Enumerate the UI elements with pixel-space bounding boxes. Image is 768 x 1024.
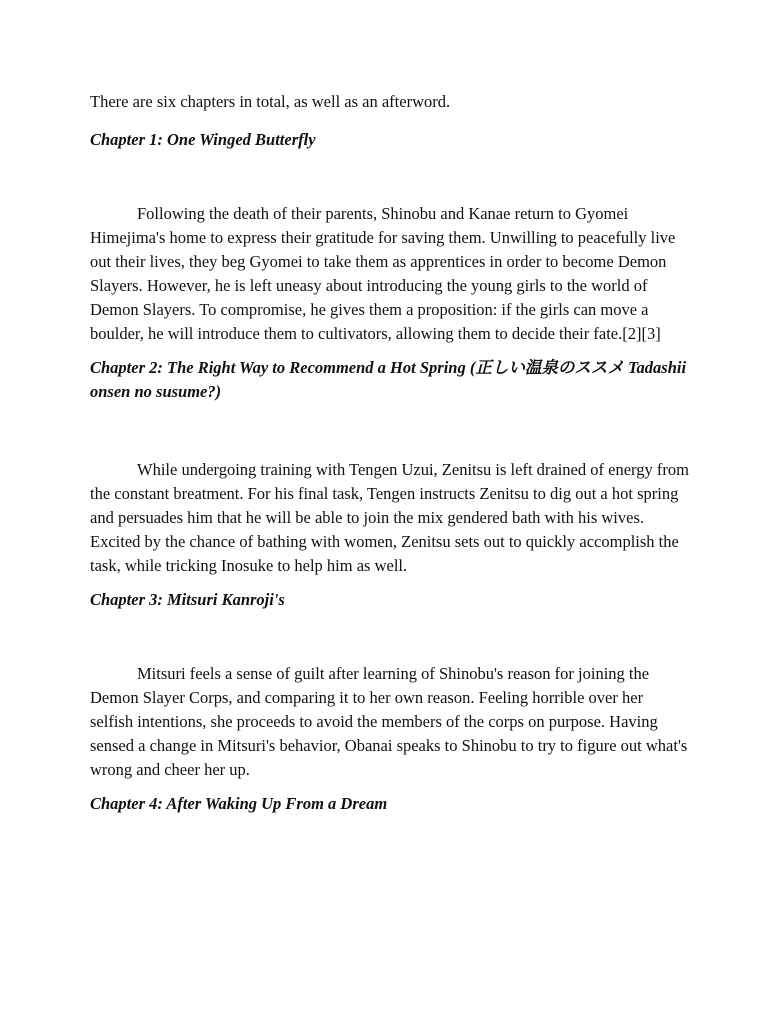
document-page	[90, 90, 690, 816]
spacer	[90, 782, 690, 792]
chapter-2-heading: Chapter 2: The Right Way to Recommend a Hot Spring (正しい温泉のススメ Tadashii onsen no susume?)	[90, 358, 687, 401]
chapter-1-heading: Chapter 1: One Winged Butterfly	[90, 130, 316, 149]
chapter-4-heading: Chapter 4: After Waking Up From a Dream	[90, 794, 388, 813]
spacer	[90, 612, 690, 662]
spacer	[90, 404, 690, 458]
intro-text: There are six chapters in total, as well as an afterword.	[90, 92, 451, 111]
spacer	[90, 578, 690, 588]
chapter-2-body: While undergoing training with Tengen Uzui, Zenitsu is left drained of energy from the constant breatment. For his final task, Tengen instructs Zenitsu to dig out a hot spring and persuades him that he will be able to join the mix gendered bath with his wives. Excited by the chance of bathing with women, Zenitsu sets out to quickly accomplish the task, while tricking Inosuke to help him as well.	[90, 460, 689, 575]
chapter-3-body: Mitsuri feels a sense of guilt after learning of Shinobu's reason for joining the Demon Slayer Corps, and comparing it to her own reason. Feeling horrible over her selfish intentions, she proceeds to avoid the members of the corps on purpose. Having sensed a change in Mitsuri's behavior, Obanai speaks to Shinobu to try to figure out what's wrong and cheer her up.	[90, 664, 688, 779]
spacer	[90, 346, 690, 356]
chapter-1-body: Following the death of their parents, Shinobu and Kanae return to Gyomei Himejima's home to express their gratitude for saving them. Unwilling to peacefully live out their lives, they beg Gyomei to take them as apprentices in order to become Demon Slayers. However, he is left uneasy about introducing the young girls to the world of Demon Slayers. To compromise, he gives them a proposition: if the girls can move a boulder, he will introduce them to cultivators, allowing them to decide their fate.[2][3]	[90, 204, 676, 343]
chapter-3-heading: Chapter 3: Mitsuri Kanroji's	[90, 590, 285, 609]
spacer	[90, 152, 690, 202]
